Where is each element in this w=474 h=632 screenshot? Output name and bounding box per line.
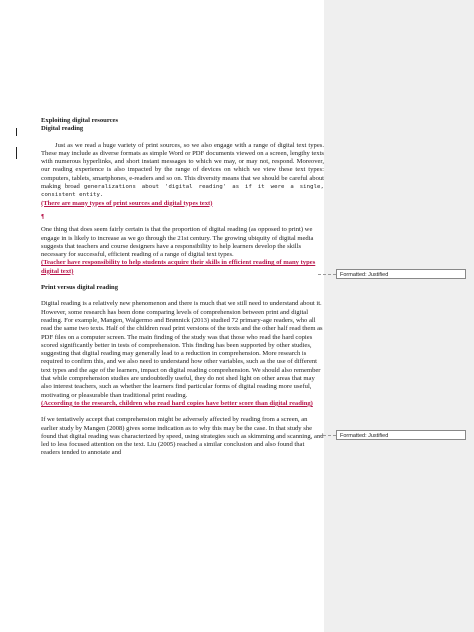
annotation-comment: (According to the research, children who read hard copies have better score than digital reading) (41, 399, 313, 407)
balloon-leader (318, 274, 336, 275)
annotation-comment: (There are many types of print sources and digital types text) (41, 199, 213, 207)
subsection-heading: Print versus digital reading (41, 284, 118, 292)
paragraph (41, 142, 324, 200)
section-heading: Exploiting digital resources (41, 117, 119, 124)
balloon-leader (318, 435, 336, 436)
document-body[interactable] (41, 117, 324, 458)
handwritten-insertion: generalizations about 'digital reading' as if it were a single, consistent entity. (41, 184, 324, 199)
annotation-comment: (Teacher have responsibility to help students acquire their skills in efficient reading of many types digital text) (41, 259, 316, 275)
formatting-balloon[interactable]: Formatted: Justified (336, 430, 466, 440)
subsection-heading: Digital reading (41, 125, 84, 133)
change-bar (16, 128, 17, 136)
pilcrow-mark: ¶ (41, 213, 45, 220)
paragraph-text: Just as we read a huge variety of print sources, so we also engage with a range of digital text types. These may include as diverse formats as simple Word or PDF documents viewed on a screen, lengthy texts with numerous hyperlinks, and short instant messages to which we may, or may not, respond. Moreover, our reading experience is also impacted by the range of devices on which we view these text types: computers, tablets, smartphones, e-readers and so on. This diversity means that we should be careful about making broad (41, 141, 324, 191)
paragraph: One thing that does seem fairly certain is that the proportion of digital reading (as opposed to print) we engage in is likely to increase as we go through the 21st century. The growing ubiquity of digital media suggests that teachers and course designers have a responsibility to help learners develop the skills necessary for successful, efficient reading of a range of digital text types. (41, 226, 314, 259)
change-bar (16, 147, 17, 159)
formatting-balloon[interactable]: Formatted: Justified (336, 269, 466, 279)
paragraph: Digital reading is a relatively new phenomenon and there is much that we still need to understand about it. However, some research has been done comparing levels of comprehension between print and digital reading. For example, Mangen, Walgermo and Brønnick (2013) studied 72 primary-age readers, who all read the same two texts. Half of the children read print versions of the texts and the other half read them as PDF files on a computer screen. The main finding of the study was that those who read the hard copies scored significantly better in tests of comprehension. This finding has been supported by other studies, suggesting that digital reading may generally lead to a reduction in comprehension. More research is required to confirm this, and we also need to understand how other variables, such as the use of different text types and the age of the learners, impact on digital reading comprehension. We should also remember that while comprehension studies are undoubtedly useful, they do not shed light on other areas that may also interest teachers, such as whether the learners find particular forms of digital reading more useful, motivating or pleasurable than traditional print reading. (41, 300, 323, 399)
markup-margin-pane (324, 0, 474, 632)
paragraph: If we tentatively accept that comprehension might be adversely affected by reading from a screen, an earlier study by Mangen (2008) gives some indication as to why this may be the case. In that study she found that digital reading was characterized by speed, using strategies such as skimming and scanning, and led to less focused attention on the text. Liu (2005) reached a similar conclusion and also found that readers tended to annotate and (41, 416, 324, 457)
